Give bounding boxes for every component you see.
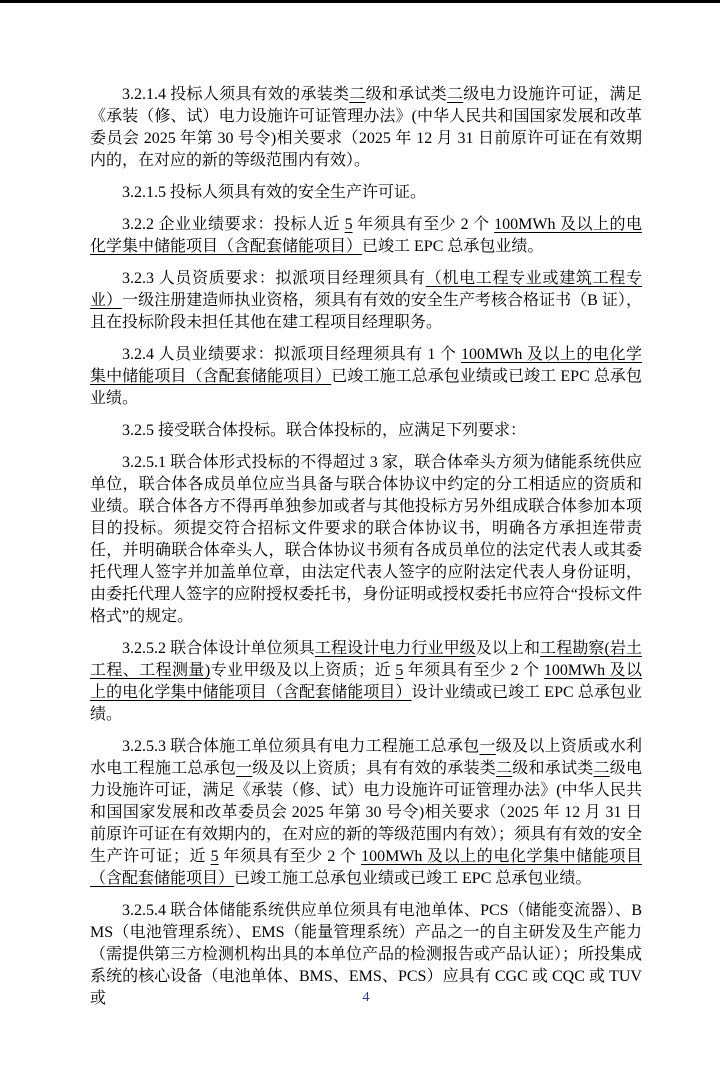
text-run: 3.2.5.2 联合体设计单位须具 (122, 640, 315, 657)
page-top-border (0, 0, 720, 3)
underlined-text-run: 一 (479, 738, 496, 755)
paragraph (90, 638, 642, 726)
text-run: 3.2.5.1 联合体形式投标的不得超过 3 家，联合体牵头方须为储能系统供应单位，联合体各成员单位应当具备与联合体协议中约定的分工相适应的资质和业绩。联合体各方不得再单独参加或者与其他投标方另外组成联合体参加本项目的投标。须提交符合招标文件要求的联合体协议书，明确各方承担连带责任，并明确联合体牵头人，联合体协议书须有各成员单位的法定代表人或其委托代理人签字并加盖单位章，由法定代表人签字的应附法定代表人身份证明，由委托代理人签字的应附授权委托书，身份证明或授权委托书应符合“投标文件格式”的规定。 (90, 454, 642, 625)
paragraph (90, 214, 642, 258)
underlined-text-run: 5 (344, 216, 353, 233)
paragraph (90, 736, 642, 890)
text-run: 年须具有至少 2 个 (218, 848, 362, 865)
paragraph (90, 182, 642, 204)
underlined-text-run: 工程设计电力行业甲级 (314, 640, 476, 657)
text-run: 及以上和 (475, 640, 541, 657)
underlined-text-run: 工程勘察(岩土工程、工程测量) (90, 640, 642, 679)
paragraph (90, 268, 642, 334)
text-run: 一级注册建造师执业资格，须具有有效的安全生产考核合格证书（B 证），且在投标阶段未担任其他在建工程项目经理职务。 (90, 292, 642, 331)
text-run: 3.2.5.3 联合体施工单位须具有电力工程施工总承包 (122, 738, 480, 755)
text-run: 已竣工 EPC 总承包业绩。 (362, 238, 544, 255)
paragraph (90, 452, 642, 628)
text-run: 级和承试类 (512, 760, 594, 777)
text-run: 级及以上资质；具有有效的承装类 (252, 760, 496, 777)
underlined-text-run: 100MWh 及以上的电化学集中储能项目（含配套储能项目） (90, 216, 642, 255)
text-run: 年须具有至少 2 个 (352, 216, 495, 233)
paragraph (90, 420, 642, 442)
underlined-text-run: 二 (593, 760, 610, 777)
text-run: 3.2.2 企业业绩要求：投标人近 (122, 216, 345, 233)
underlined-text-run: 二 (446, 86, 464, 103)
text-run: 设计业绩或已竣工 EPC 总承包业绩。 (90, 684, 642, 723)
underlined-text-run: 5 (210, 848, 219, 865)
underlined-text-run: 100MWh 及以上的电化学集中储能项目（含配套储能项目） (90, 662, 642, 701)
paragraph (90, 84, 642, 172)
underlined-text-run: 100MWh 及以上的电化学集中储能项目（含配套储能项目） (90, 346, 642, 385)
underlined-text-run: 100MWh 及以上的电化学集中储能项目（含配套储能项目） (90, 848, 642, 887)
underlined-text-run: 5 (395, 662, 404, 679)
underlined-text-run: 一 (236, 760, 253, 777)
underlined-text-run: 二 (349, 86, 366, 103)
text-run: 已竣工施工总承包业绩或已竣工 EPC 总承包业绩。 (234, 870, 592, 887)
text-run: 年须具有至少 2 个 (403, 662, 544, 679)
page-number: 4 (362, 990, 370, 1005)
text-run: 3.2.5.4 联合体储能系统供应单位须具有电池单体、PCS（储能变流器）、BMS（电池管理系统）、EMS（能量管理系统）产品之一的自主研发及生产能力（需提供第三方检测机构出具的本单位产品的检测报告或产品认证）；所投集成系统的核心设备（电池单体、BMS、EMS、PCS）应具有 CGC 或 CQC 或 TUV 或 (90, 902, 643, 1007)
text-run: 专业甲级及以上资质；近 (210, 662, 396, 679)
text-run: 级和承试类 (365, 86, 447, 103)
text-run: 3.2.3 人员资质要求：拟派项目经理须具有 (122, 270, 426, 287)
text-run: 3.2.4 人员业绩要求：拟派项目经理须具有 1 个 (122, 346, 461, 363)
underlined-text-run: 二 (496, 760, 513, 777)
text-run: 3.2.1.5 投标人须具有效的安全生产许可证。 (122, 184, 427, 201)
text-run: 级电力设施许可证，满足《承装（修、试）电力设施许可证管理办法》(中华人民共和国国家发展和改革委员会 2025 年第 30 号令)相关要求（2025 年 12 月 31 日前原许可证在有效期内的，在对应的新的等级范围内有效）。 (90, 86, 642, 169)
text-run: 级电力设施许可证，满足《承装（修、试）电力设施许可证管理办法》(中华人民共和国国家发展和改革委员会 2025 年第 30 号令)相关要求（2025 年 12 月 31 日前原许可证在有效期内的，在对应的新的等级范围内有效）；须具有有效的安全生产许可证；近 (90, 760, 643, 865)
text-run: 已竣工施工总承包业绩或已竣工 EPC 总承包业绩。 (90, 368, 642, 407)
paragraph (90, 344, 642, 410)
text-run: 级及以上资质或水利水电工程施工总承包 (90, 738, 642, 777)
text-run: 3.2.1.4 投标人须具有效的承装类 (122, 86, 350, 103)
underlined-text-run: （机电工程专业或建筑工程专业） (90, 270, 642, 309)
text-run: 3.2.5 接受联合体投标。联合体投标的，应满足下列要求： (122, 422, 527, 439)
document-body-text (90, 84, 642, 1010)
